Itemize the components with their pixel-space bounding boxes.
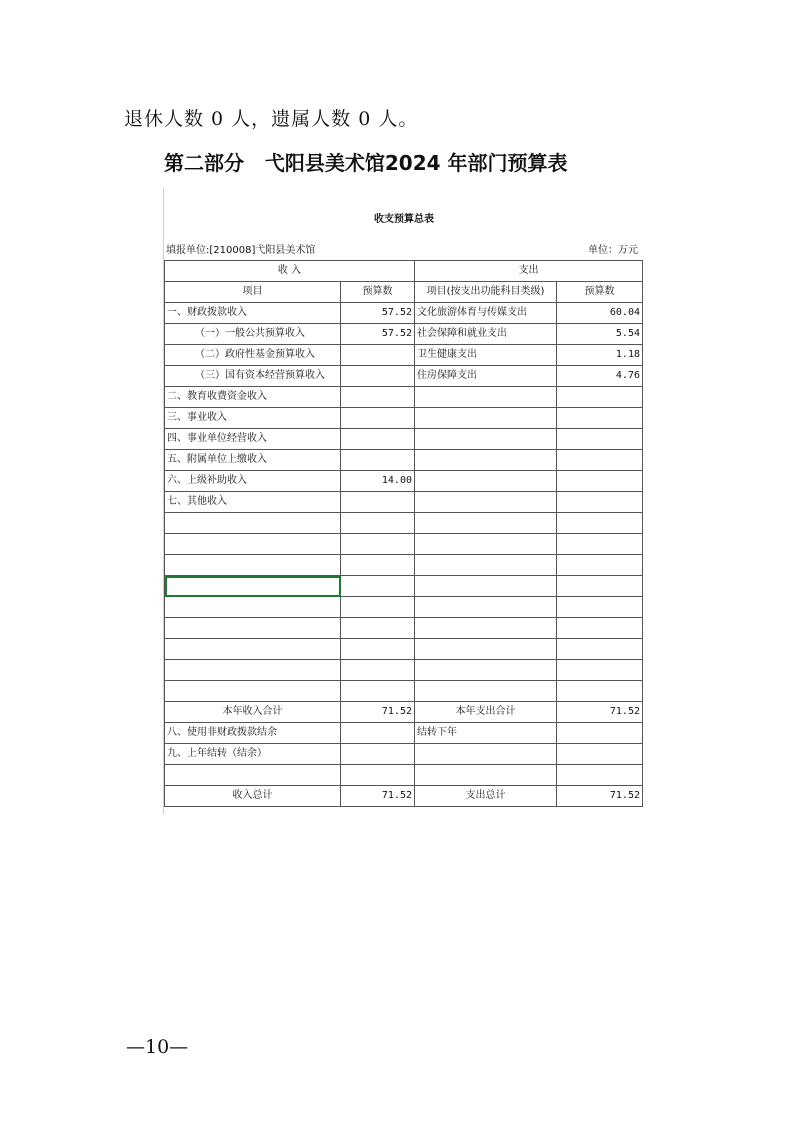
income-item-cell: （三）国有资本经营预算收入 bbox=[165, 366, 341, 387]
table-row bbox=[165, 345, 643, 366]
expense-value-cell bbox=[557, 429, 643, 450]
row-8-value bbox=[341, 723, 415, 744]
grand-expense-label: 支出总计 bbox=[415, 786, 557, 807]
expense-value-cell bbox=[557, 639, 643, 660]
table-row bbox=[165, 324, 643, 345]
intro-text: 退休人数 0 人，遗属人数 0 人。 bbox=[124, 108, 419, 130]
income-item-cell bbox=[165, 513, 341, 534]
reporting-unit: 填报单位:[210008]弋阳县美术馆 bbox=[166, 245, 316, 256]
expense-item-cell: 卫生健康支出 bbox=[415, 345, 557, 366]
expense-value-cell bbox=[557, 660, 643, 681]
grand-income-label: 收入总计 bbox=[165, 786, 341, 807]
income-value-cell: 57.52 bbox=[341, 324, 415, 345]
income-item-cell bbox=[165, 576, 341, 597]
income-value-cell: 14.00 bbox=[341, 471, 415, 492]
expense-item-cell bbox=[415, 618, 557, 639]
expense-value-cell bbox=[557, 408, 643, 429]
income-value-cell bbox=[341, 345, 415, 366]
grand-income-value: 71.52 bbox=[341, 786, 415, 807]
income-item-cell bbox=[165, 639, 341, 660]
expense-value-cell bbox=[557, 597, 643, 618]
table-row bbox=[165, 723, 643, 744]
income-item-cell bbox=[165, 618, 341, 639]
expense-value-cell: 1.18 bbox=[557, 345, 643, 366]
row-9-expense-label bbox=[415, 744, 557, 765]
income-item-cell bbox=[165, 534, 341, 555]
income-value-cell bbox=[341, 639, 415, 660]
expense-item-cell bbox=[415, 639, 557, 660]
income-item-cell bbox=[165, 681, 341, 702]
header-income: 收 入 bbox=[165, 261, 415, 282]
table-row bbox=[165, 429, 643, 450]
row-8-label: 八、使用非财政拨款结余 bbox=[165, 723, 341, 744]
row-9-expense-value bbox=[557, 744, 643, 765]
income-value-cell bbox=[341, 576, 415, 597]
expense-item-cell: 社会保障和就业支出 bbox=[415, 324, 557, 345]
expense-item-cell bbox=[415, 408, 557, 429]
income-value-cell bbox=[341, 429, 415, 450]
income-value-cell: 57.52 bbox=[341, 303, 415, 324]
income-value-cell bbox=[341, 450, 415, 471]
income-item-cell bbox=[165, 597, 341, 618]
total-year-income-value: 71.52 bbox=[341, 702, 415, 723]
total-year-income-label: 本年收入合计 bbox=[165, 702, 341, 723]
table-row bbox=[165, 555, 643, 576]
budget-summary-table bbox=[164, 260, 643, 807]
expense-item-cell bbox=[415, 597, 557, 618]
table-row bbox=[165, 366, 643, 387]
grand-expense-value: 71.52 bbox=[557, 786, 643, 807]
table-row bbox=[165, 765, 643, 786]
empty-cell bbox=[415, 765, 557, 786]
table-row bbox=[165, 492, 643, 513]
income-item-cell: 六、上级补助收入 bbox=[165, 471, 341, 492]
income-value-cell bbox=[341, 366, 415, 387]
header-expense: 支出 bbox=[415, 261, 643, 282]
page-number: —10— bbox=[126, 1036, 189, 1058]
expense-value-cell bbox=[557, 492, 643, 513]
table-row bbox=[165, 597, 643, 618]
expense-item-cell bbox=[415, 576, 557, 597]
expense-item-cell bbox=[415, 429, 557, 450]
expense-item-cell bbox=[415, 387, 557, 408]
expense-item-cell bbox=[415, 555, 557, 576]
currency-unit: 单位：万元 bbox=[588, 245, 638, 256]
table-row bbox=[165, 387, 643, 408]
total-year-row bbox=[165, 702, 643, 723]
table-row bbox=[165, 639, 643, 660]
table-row bbox=[165, 471, 643, 492]
expense-value-cell: 5.54 bbox=[557, 324, 643, 345]
income-item-cell: （一）一般公共预算收入 bbox=[165, 324, 341, 345]
expense-item-cell bbox=[415, 534, 557, 555]
expense-value-cell bbox=[557, 387, 643, 408]
income-value-cell bbox=[341, 555, 415, 576]
income-value-cell bbox=[341, 681, 415, 702]
header-row-groups bbox=[165, 261, 643, 282]
income-value-cell bbox=[341, 492, 415, 513]
total-year-expense-label: 本年支出合计 bbox=[415, 702, 557, 723]
table-row bbox=[165, 450, 643, 471]
expense-item-cell bbox=[415, 471, 557, 492]
income-value-cell bbox=[341, 408, 415, 429]
table-row bbox=[165, 513, 643, 534]
table-title: 收支预算总表 bbox=[374, 214, 434, 225]
expense-item-cell: 住房保障支出 bbox=[415, 366, 557, 387]
col-expense-budget: 预算数 bbox=[557, 282, 643, 303]
total-year-expense-value: 71.52 bbox=[557, 702, 643, 723]
income-value-cell bbox=[341, 513, 415, 534]
income-item-cell: （二）政府性基金预算收入 bbox=[165, 345, 341, 366]
row-9-value bbox=[341, 744, 415, 765]
expense-item-cell bbox=[415, 513, 557, 534]
row-9-label: 九、上年结转（结余） bbox=[165, 744, 341, 765]
income-value-cell bbox=[341, 534, 415, 555]
row-8-expense-value bbox=[557, 723, 643, 744]
col-expense-item: 项目(按支出功能科目类级) bbox=[415, 282, 557, 303]
grand-total-row bbox=[165, 786, 643, 807]
col-income-item: 项目 bbox=[165, 282, 341, 303]
col-income-budget: 预算数 bbox=[341, 282, 415, 303]
income-value-cell bbox=[341, 597, 415, 618]
expense-value-cell bbox=[557, 450, 643, 471]
table-row bbox=[165, 618, 643, 639]
expense-value-cell: 60.04 bbox=[557, 303, 643, 324]
table-row bbox=[165, 744, 643, 765]
empty-cell bbox=[557, 765, 643, 786]
income-value-cell bbox=[341, 618, 415, 639]
section-heading: 第二部分 弋阳县美术馆2024 年部门预算表 bbox=[164, 151, 568, 175]
table-row bbox=[165, 534, 643, 555]
table-row bbox=[165, 303, 643, 324]
expense-item-cell bbox=[415, 681, 557, 702]
income-item-cell: 二、教育收费资金收入 bbox=[165, 387, 341, 408]
income-value-cell bbox=[341, 387, 415, 408]
expense-value-cell bbox=[557, 618, 643, 639]
income-item-cell: 一、财政拨款收入 bbox=[165, 303, 341, 324]
income-item-cell: 五、附属单位上缴收入 bbox=[165, 450, 341, 471]
expense-value-cell bbox=[557, 471, 643, 492]
expense-item-cell: 文化旅游体育与传媒支出 bbox=[415, 303, 557, 324]
empty-cell bbox=[341, 765, 415, 786]
income-item-cell bbox=[165, 555, 341, 576]
table-row bbox=[165, 660, 643, 681]
expense-value-cell: 4.76 bbox=[557, 366, 643, 387]
expense-item-cell bbox=[415, 660, 557, 681]
expense-value-cell bbox=[557, 534, 643, 555]
table-row bbox=[165, 408, 643, 429]
row-8-expense-label: 结转下年 bbox=[415, 723, 557, 744]
expense-value-cell bbox=[557, 681, 643, 702]
expense-item-cell bbox=[415, 492, 557, 513]
expense-value-cell bbox=[557, 513, 643, 534]
expense-item-cell bbox=[415, 450, 557, 471]
empty-cell bbox=[165, 765, 341, 786]
income-value-cell bbox=[341, 660, 415, 681]
income-item-cell bbox=[165, 660, 341, 681]
header-row-columns bbox=[165, 282, 643, 303]
expense-value-cell bbox=[557, 555, 643, 576]
table-row bbox=[165, 681, 643, 702]
income-item-cell: 四、事业单位经营收入 bbox=[165, 429, 341, 450]
income-item-cell: 七、其他收入 bbox=[165, 492, 341, 513]
income-item-cell: 三、事业收入 bbox=[165, 408, 341, 429]
expense-value-cell bbox=[557, 576, 643, 597]
table-row bbox=[165, 576, 643, 597]
